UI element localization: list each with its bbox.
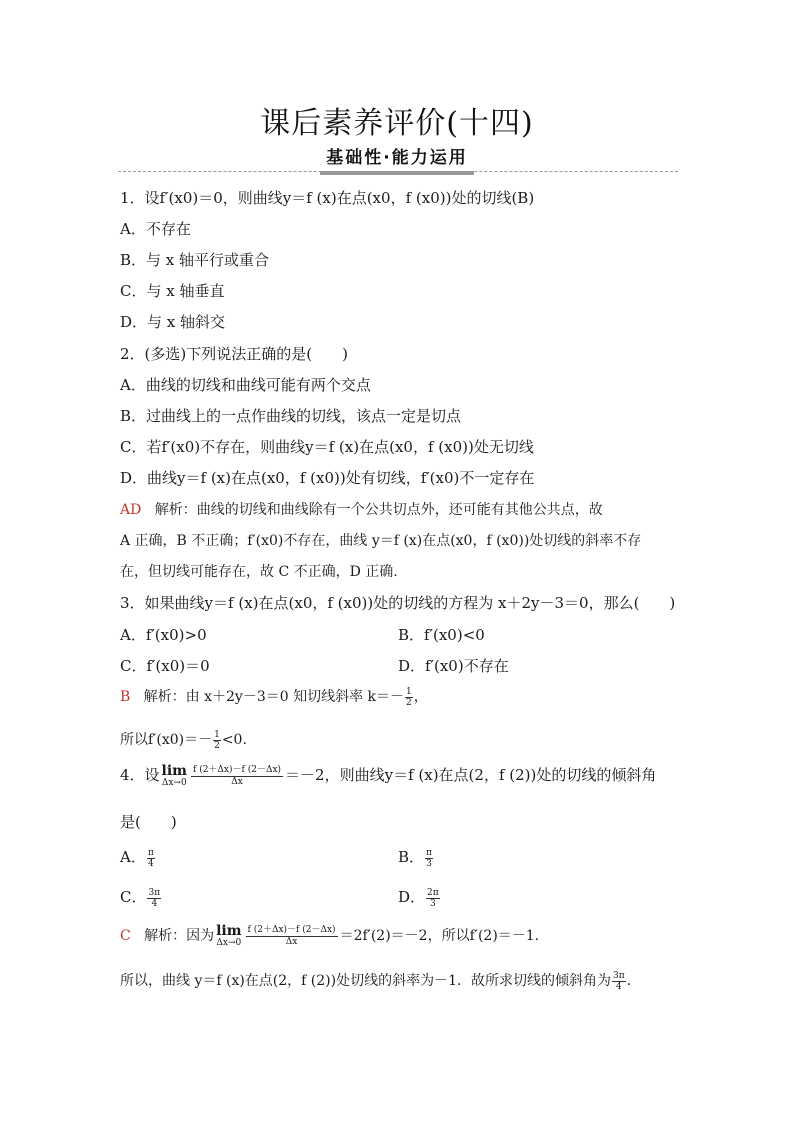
q4-option-a-den: 4 [147,858,154,869]
q4-option-b [398,846,434,869]
q4-option-b-frac [425,848,433,869]
q2-option-d: D．曲线y＝f (x)在点(x0，f (x0))处有切线，f′(x0)不一定存在 [120,469,535,487]
q4-analysis-fraction-num: f (2＋Δx)－f (2－Δx) [247,924,336,935]
q2-analysis-line3: 在，但切线可能存在，故 C 不正确，D 正确. [120,564,398,580]
q4-stem-suffix: ＝－2，则曲线y＝f (x)在点(2，f (2))处的切线的倾斜角 [285,766,657,784]
section-subtitle: 基础性·能力运用 [320,143,473,175]
q4-final-end: . [626,973,632,989]
q3-analysis-label: 解析： [143,689,186,705]
q4-analysis-prefix: 因为 [186,928,215,944]
q4-analysis [120,924,680,948]
q2-option-c: C．若f′(x0)不存在，则曲线y＝f (x)在点(x0，f (x0))处无切线 [120,438,534,456]
q4-analysis-lim-sub: Δx→0 [216,938,242,948]
q3-analysis-line2-end: <0. [221,732,247,748]
q1-option-a: A．不存在 [120,220,191,238]
q1-option-b: B．与 x 轴平行或重合 [120,251,270,269]
q1-stem: 1．设f′(x0)＝0，则曲线y＝f (x)在点(x0，f (x0))处的切线(B) [120,189,535,207]
q4-analysis-fraction-den: Δx [285,936,298,947]
q4-stem-prefix: 4．设 [120,766,160,784]
q4-option-b-label: B． [398,848,425,866]
q4-option-b-num: π [426,847,432,858]
q4-option-a-num: π [147,847,154,858]
q4-option-b-den: 3 [426,858,432,869]
q4-option-c-num: 3π [148,887,161,898]
q3-option-c: C．f′(x0)＝0 [120,657,210,675]
q3-fraction-2 [213,730,221,751]
q3-analysis-line1-end: ， [413,689,428,705]
q4-option-c [120,886,162,909]
q4-final-fraction [612,971,626,992]
page-title: 课后素养评价(十四) [260,106,534,141]
q2-analysis-line1: 曲线的切线和曲线除有一个公共切点外，还可能有其他公共点，故 [196,502,603,518]
q4-option-a-frac [147,848,155,869]
q4-analysis-limit [216,924,241,948]
q4-stem [120,764,680,788]
q4-analysis-suffix: ＝2f′(2)＝－2，所以f′(2)＝－1. [339,928,540,944]
q4-fraction [191,765,283,788]
q3-option-b: B．f′(x0)<0 [398,626,485,644]
q4-final-den: 4 [615,981,622,992]
q4-option-d-num: 2π [427,887,439,898]
q2-analysis-label: 解析： [154,502,197,518]
q3-analysis-line2: 所以f′(x0)＝－ [120,732,213,748]
q3-fraction-1-den: 2 [406,697,412,708]
q3-analysis-line2-row [120,729,680,751]
q4-analysis-lim-word: lim [216,923,242,939]
q4-stem-line2: 是( ) [120,813,177,831]
q4-final-num: 3π [613,970,625,981]
q3-stem: 3．如果曲线y＝f (x)在点(x0，f (x0))处的切线的方程为 x＋2y－3＝0，那么( ) [120,594,676,612]
q1-option-d: D．与 x 轴斜交 [120,313,226,331]
q3-analysis-line1: 由 x＋2y－3＝0 知切线斜率 k＝－ [185,689,405,705]
q2-stem: 2．(多选)下列说法正确的是( ) [120,345,348,363]
q4-lim-sub: Δx→0 [161,778,187,788]
q2-analysis [120,499,680,519]
q3-answer: B [120,689,131,705]
q4-option-d [398,886,441,909]
q3-fraction-2-den: 2 [214,740,220,751]
q4-fraction-den: Δx [231,776,243,787]
q2-option-b: B．过曲线上的一点作曲线的切线，该点一定是切点 [120,407,462,425]
q4-analysis-line2: 所以，曲线 y＝f (x)在点(2，f (2))处切线的斜率为－1．故所求切线的倾斜角为 [120,973,612,989]
q3-fraction-1 [405,687,413,708]
q1-option-c: C．与 x 轴垂直 [120,282,225,300]
q3-analysis [120,686,680,708]
q4-lim-word: lim [161,763,187,779]
q4-answer: C [120,928,131,944]
q2-option-a: A．曲线的切线和曲线可能有两个交点 [120,376,371,394]
q4-option-c-frac [147,888,161,909]
q4-option-d-den: 3 [429,898,436,909]
q4-fraction-num: f (2＋Δx)－f (2－Δx) [193,764,282,775]
q4-option-d-frac [426,888,440,909]
q3-fraction-1-num: 1 [406,686,412,697]
q2-answer: AD [120,502,142,518]
q4-option-c-den: 4 [151,898,158,909]
q4-option-d-label: D． [398,888,426,906]
q4-limit [162,764,187,788]
q4-option-a-label: A． [120,848,146,866]
q4-analysis-label: 解析： [144,928,187,944]
q3-option-a: A．f′(x0)>0 [120,626,207,644]
q3-fraction-2-num: 1 [214,729,220,740]
q4-option-a [120,846,156,869]
q4-option-c-label: C． [120,888,147,906]
q3-option-d: D．f′(x0)不存在 [398,657,509,675]
section-divider [118,171,678,172]
q2-analysis-line2: A 正确，B 不正确；f′(x0)不存在，曲线 y＝f (x)在点(x0，f (x0))处切线的斜率不存 [120,533,642,549]
q4-analysis-line2-row [120,970,682,992]
q4-analysis-fraction [246,925,338,948]
